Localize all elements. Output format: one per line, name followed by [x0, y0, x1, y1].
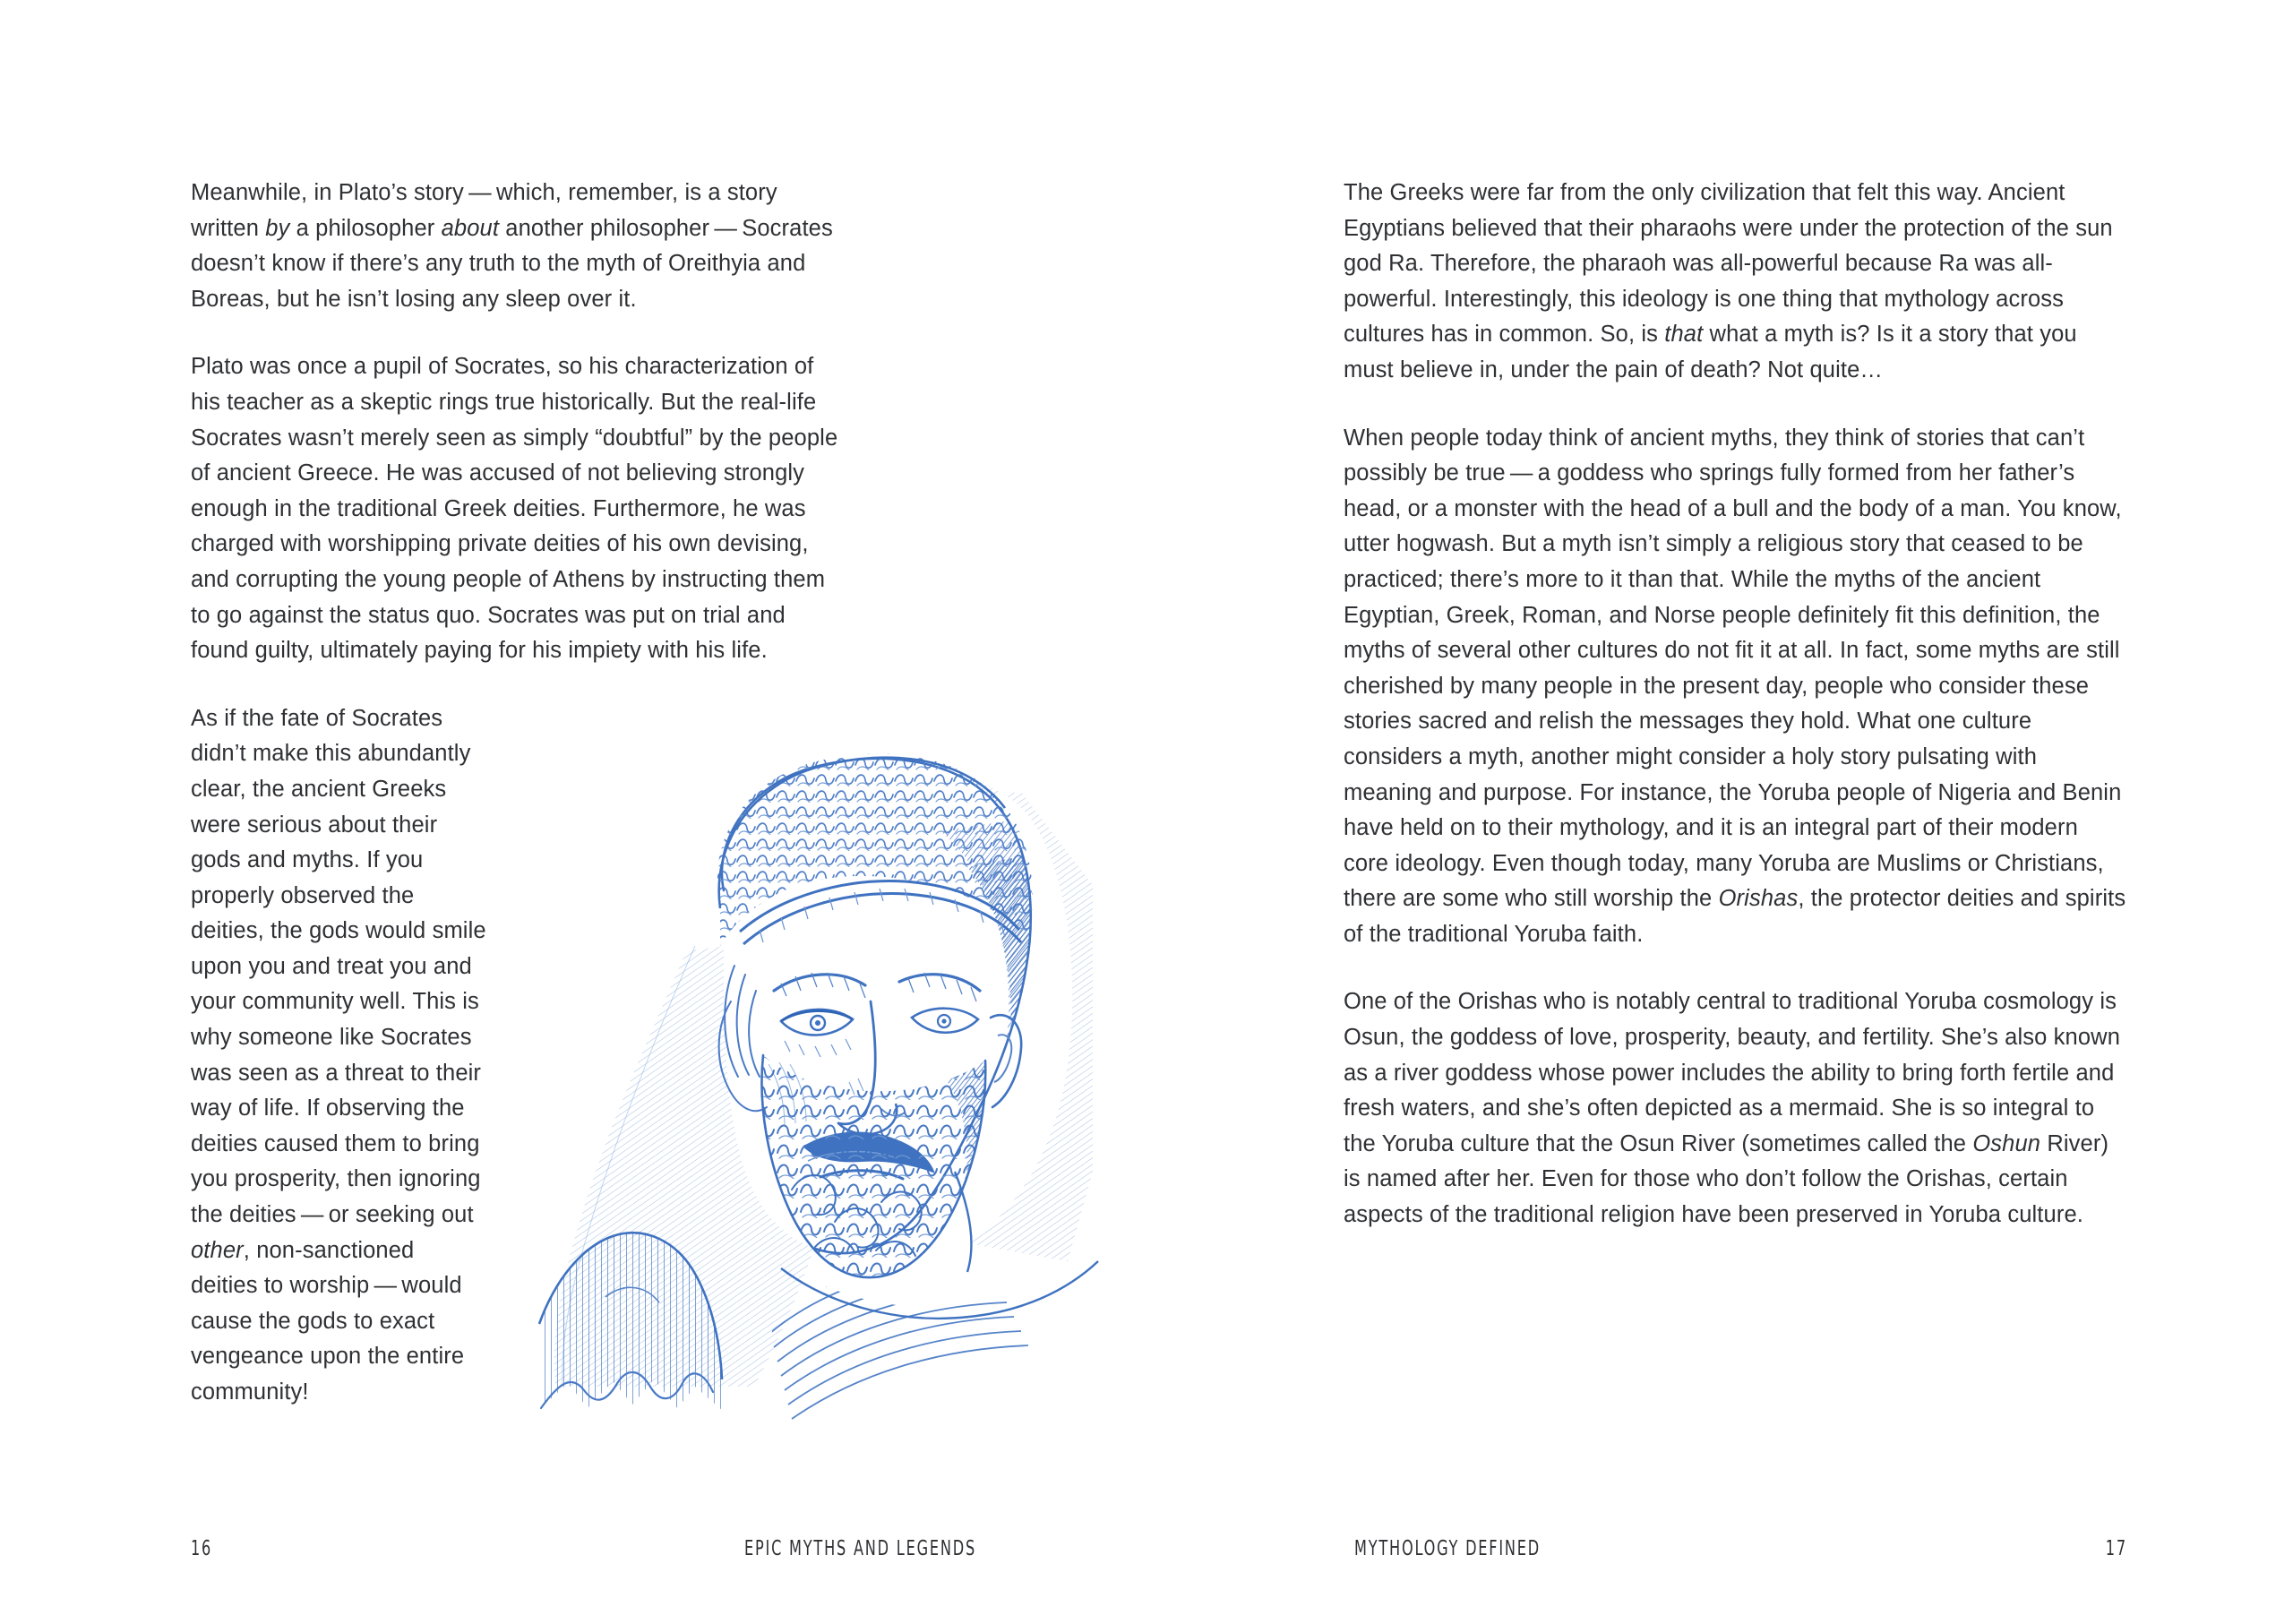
emphasis: about — [441, 215, 500, 241]
page-number-right: 17 — [2105, 1537, 2127, 1560]
emphasis: by — [265, 215, 290, 241]
paragraph: Plato was once a pupil of Socrates, so his characterization of his teacher as a skeptic rings true historically. But the real-life Socrates wasn’t merely seen as simply “doubtful” by the people of ancient Greece. He was accused of not believing strongly enough in the traditional Greek deities. Furthermore, he was charged with worshipping private deities of his own devising, and corrupting the young people of Athens by instructing them to go against the status quo. Socrates was put on trial and found guilty, ultimately paying for his impiety with his life. — [191, 354, 838, 664]
emphasis: Orishas — [1718, 886, 1799, 912]
paragraph-wrapped: As if the fate of Socrates didn’t make this abundantly clear, the ancient Greeks were serious about their gods and myths. If you properly observed the deities, the gods would smile upon you and treat you and your community well. This is why someone like Socrates was seen as a threat to their way of life. If observing the deities caused them to bring you prosperity, then ignoring the deities — or seeking out other, non-sanctioned deities to worship — would cause the gods to exact vengeance upon the entire community! — [191, 705, 486, 1405]
paragraph: The Greeks were far from the only civilization that felt this way. Ancient Egyptians believed that their pharaohs were under the protection of the sun god Ra. Therefore, the pharaoh was all-powerful because Ra was all-powerful. Interestingly, this ideology is one thing that mythology across cultures has in common. So, is that what a myth is? Is it a story that you must believe in, under the pain of death? Not quite… — [1344, 180, 2113, 382]
emphasis: that — [1664, 322, 1704, 348]
left-column-text — [191, 176, 843, 1411]
page-left — [0, 0, 1146, 1624]
paragraph: Meanwhile, in Plato’s story — which, remember, is a story written by a philosopher about another philosopher — Socrates doesn’t know if there’s any truth to the myth of Oreithyia and Boreas, but he isn’t losing any sleep over it. — [191, 180, 833, 312]
paragraph: When people today think of ancient myths, they think of stories that can’t possibly be true — a goddess who springs fully formed from her father’s head, or a monster with the head of a bull and the body of a man. You know, utter hogwash. But a myth isn’t simply a religious story that ceased to be practiced; there’s more to it than that. While the myths of the ancient Egyptian, Greek, Roman, and Norse people definitely fit this definition, the myths of several other cultures do not fit it at all. In fact, some myths are still cherished by many people in the present day, people who consider these stories sacred and relish the messages they hold. What one culture considers a myth, another might consider a holy story pulsating with meaning and purpose. For instance, the Yoruba people of Nigeria and Benin have held on to their mythology, and it is an integral part of their modern core ideology. Even though today, many Yoruba are Muslims or Christians, there are some who still worship the Orishas, the protector deities and spirits of the traditional Yoruba faith. — [1344, 425, 2126, 947]
page-number-left: 16 — [191, 1537, 213, 1560]
emphasis: Oshun — [1972, 1130, 2041, 1156]
paragraph: One of the Orishas who is notably central to traditional Yoruba cosmology is Osun, the goddess of love, prosperity, beauty, and fertility. She’s also known as a river goddess whose power includes the ability to bring forth fertile and fresh waters, and she’s often depicted as a mermaid. She is so integral to the Yoruba culture that the Osun River (sometimes called the Oshun River) is named after her. Even for those who don’t follow the Orishas, certain aspects of the traditional religion have been preserved in Yoruba culture. — [1344, 989, 2121, 1228]
running-head-left: EPIC MYTHS AND LEGENDS — [744, 1537, 977, 1560]
page-right — [1146, 0, 2293, 1624]
running-head-right: MYTHOLOGY DEFINED — [1354, 1537, 1541, 1560]
right-column-text — [1344, 176, 2129, 1233]
emphasis: other — [191, 1237, 244, 1263]
